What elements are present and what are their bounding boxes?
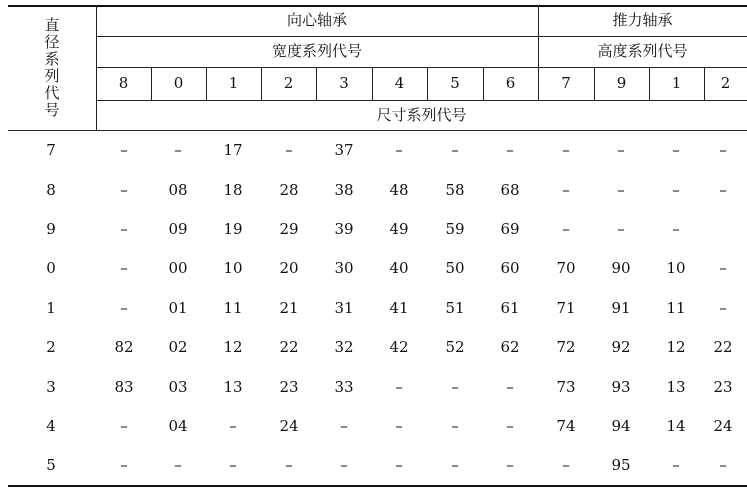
table-cell: 50	[445, 259, 465, 278]
table-cell: 29	[279, 220, 299, 238]
table-cell: –	[451, 377, 459, 396]
table-cell: –	[120, 417, 128, 435]
diameter-series-code: 3	[46, 377, 56, 396]
table-cell: 61	[500, 298, 520, 317]
table-cell: 60	[500, 259, 520, 278]
table-cell: 42	[389, 338, 409, 357]
table-cell: –	[285, 141, 293, 160]
table-cell: –	[120, 259, 128, 278]
table-cell: 33	[334, 377, 354, 396]
table-cell: 48	[389, 180, 409, 199]
width-code: 4	[394, 74, 405, 92]
table-cell: 59	[445, 220, 465, 238]
table-cell: 10	[223, 259, 243, 278]
row-header-char: 径	[44, 32, 60, 51]
table-cell: 52	[445, 338, 465, 357]
table-bottom-rule	[8, 485, 747, 487]
table-cell: –	[562, 141, 570, 160]
table-cell: –	[451, 456, 459, 475]
table-cell: –	[229, 456, 237, 475]
table-cell: –	[672, 180, 680, 199]
table-cell: –	[562, 456, 570, 475]
table-cell: –	[719, 259, 727, 278]
table-cell: 41	[389, 298, 409, 317]
table-cell: 40	[389, 259, 409, 278]
row-header-char: 号	[44, 100, 60, 119]
table-cell: –	[506, 417, 514, 435]
table-cell: –	[617, 141, 625, 160]
table-cell: 32	[334, 338, 354, 357]
table-cell: 19	[223, 220, 243, 238]
table-cell: 90	[611, 259, 631, 278]
table-cell: –	[617, 180, 625, 199]
table-cell: –	[506, 456, 514, 475]
table-cell: 13	[223, 377, 243, 396]
diameter-series-code: 8	[46, 180, 56, 199]
diameter-series-code: 4	[46, 417, 56, 435]
radial-bearing-header: 向心轴承	[286, 11, 347, 29]
table-cell: 22	[713, 338, 733, 357]
row-header-char: 直	[44, 15, 60, 34]
table-cell: 04	[168, 417, 188, 435]
table-cell: 91	[611, 298, 631, 317]
table-cell: –	[562, 180, 570, 199]
table-cell: 24	[713, 417, 733, 435]
diameter-series-code: 5	[46, 456, 56, 475]
table-cell: 69	[500, 220, 520, 238]
table-cell: 83	[114, 377, 134, 396]
diameter-series-code: 9	[46, 220, 56, 238]
table-cell: 08	[168, 180, 188, 199]
table-cell: 51	[445, 298, 465, 317]
table-cell: 39	[334, 220, 354, 238]
table-cell: 11	[666, 298, 686, 317]
table-cell: 38	[334, 180, 354, 199]
table-cell: 14	[666, 417, 686, 435]
table-cell: 03	[168, 377, 188, 396]
table-cell: –	[174, 456, 182, 475]
table-cell: 09	[168, 220, 188, 238]
table-cell: 11	[223, 298, 243, 317]
table-cell: 71	[556, 298, 576, 317]
width-code: 0	[173, 74, 184, 92]
table-cell: 82	[114, 338, 134, 357]
table-cell: 24	[279, 417, 299, 435]
table-cell: 10	[666, 259, 686, 278]
table-cell: –	[120, 141, 128, 160]
table-cell: –	[229, 417, 237, 435]
table-cell: –	[672, 456, 680, 475]
table-cell: –	[120, 456, 128, 475]
row-header-char: 列	[44, 66, 60, 85]
table-cell: –	[285, 456, 293, 475]
table-cell: 30	[334, 259, 354, 278]
table-cell: –	[506, 141, 514, 160]
row-header-char: 系	[44, 49, 60, 68]
table-cell: 62	[500, 338, 520, 357]
table-cell: 49	[389, 220, 409, 238]
width-code: 2	[283, 74, 294, 92]
table-cell: 28	[279, 180, 299, 199]
table-cell: 12	[223, 338, 243, 357]
table-cell: 20	[279, 259, 299, 278]
header-bottom-rule	[8, 130, 747, 131]
width-code: 5	[450, 74, 460, 92]
dimension-series-header: 尺寸系列代号	[376, 105, 467, 124]
height-code: 2	[720, 74, 731, 92]
table-cell: 58	[445, 180, 465, 199]
table-cell: 18	[223, 180, 243, 199]
table-cell: –	[340, 417, 348, 435]
table-cell: –	[395, 417, 403, 435]
table-cell: –	[120, 180, 128, 199]
table-cell: –	[174, 141, 182, 160]
table-cell: 22	[279, 338, 299, 357]
table-cell: 00	[168, 259, 188, 278]
table-cell: –	[617, 220, 625, 238]
table-cell: 92	[611, 338, 631, 357]
width-series-header: 宽度系列代号	[271, 42, 362, 60]
table-cell: –	[719, 298, 727, 317]
diameter-series-code: 0	[46, 259, 56, 278]
table-cell: –	[719, 141, 727, 160]
table-cell: –	[506, 377, 514, 396]
row-header-char: 代	[44, 83, 60, 102]
table-cell: 31	[334, 298, 354, 317]
table-cell: 68	[500, 180, 520, 199]
table-cell: 73	[556, 377, 576, 396]
height-code: 7	[561, 74, 571, 92]
width-code: 6	[505, 74, 516, 92]
diameter-series-code: 1	[46, 298, 56, 317]
table-cell: 01	[168, 298, 188, 317]
table-cell: 21	[279, 298, 299, 317]
table-cell: 72	[556, 338, 576, 357]
table-cell: –	[562, 220, 570, 238]
table-cell: 74	[556, 417, 576, 435]
table-cell: 13	[666, 377, 686, 396]
thrust-bearing-header: 推力轴承	[612, 11, 673, 29]
diameter-series-code: 2	[46, 338, 56, 357]
table-cell: 23	[713, 377, 733, 396]
height-code: 9	[616, 74, 627, 92]
diameter-series-code: 7	[46, 141, 56, 160]
table-cell: –	[451, 417, 459, 435]
table-cell: 37	[334, 141, 354, 160]
width-code: 3	[339, 74, 349, 92]
table-cell: 93	[611, 377, 631, 396]
table-cell: –	[395, 456, 403, 475]
table-cell: –	[451, 141, 459, 160]
table-cell: –	[120, 220, 128, 238]
table-cell: 12	[666, 338, 686, 357]
width-code: 1	[228, 74, 239, 92]
table-cell: 02	[168, 338, 188, 357]
table-cell: 95	[611, 456, 631, 475]
width-code: 8	[118, 74, 129, 92]
table-cell: –	[672, 141, 680, 160]
table-cell	[697, 218, 747, 242]
table-cell: –	[719, 456, 727, 475]
height-code: 1	[671, 74, 682, 92]
height-series-header: 高度系列代号	[597, 42, 688, 60]
table-cell: 23	[279, 377, 299, 396]
table-cell: 17	[223, 141, 243, 160]
table-cell: –	[120, 298, 128, 317]
table-cell: –	[395, 141, 403, 160]
table-cell: 70	[556, 259, 576, 278]
table-cell: 94	[611, 417, 631, 435]
table-cell: –	[719, 180, 727, 199]
table-cell: –	[395, 377, 403, 396]
diameter-series-header	[8, 5, 96, 130]
table-cell: –	[340, 456, 348, 475]
table-cell: –	[672, 220, 680, 238]
